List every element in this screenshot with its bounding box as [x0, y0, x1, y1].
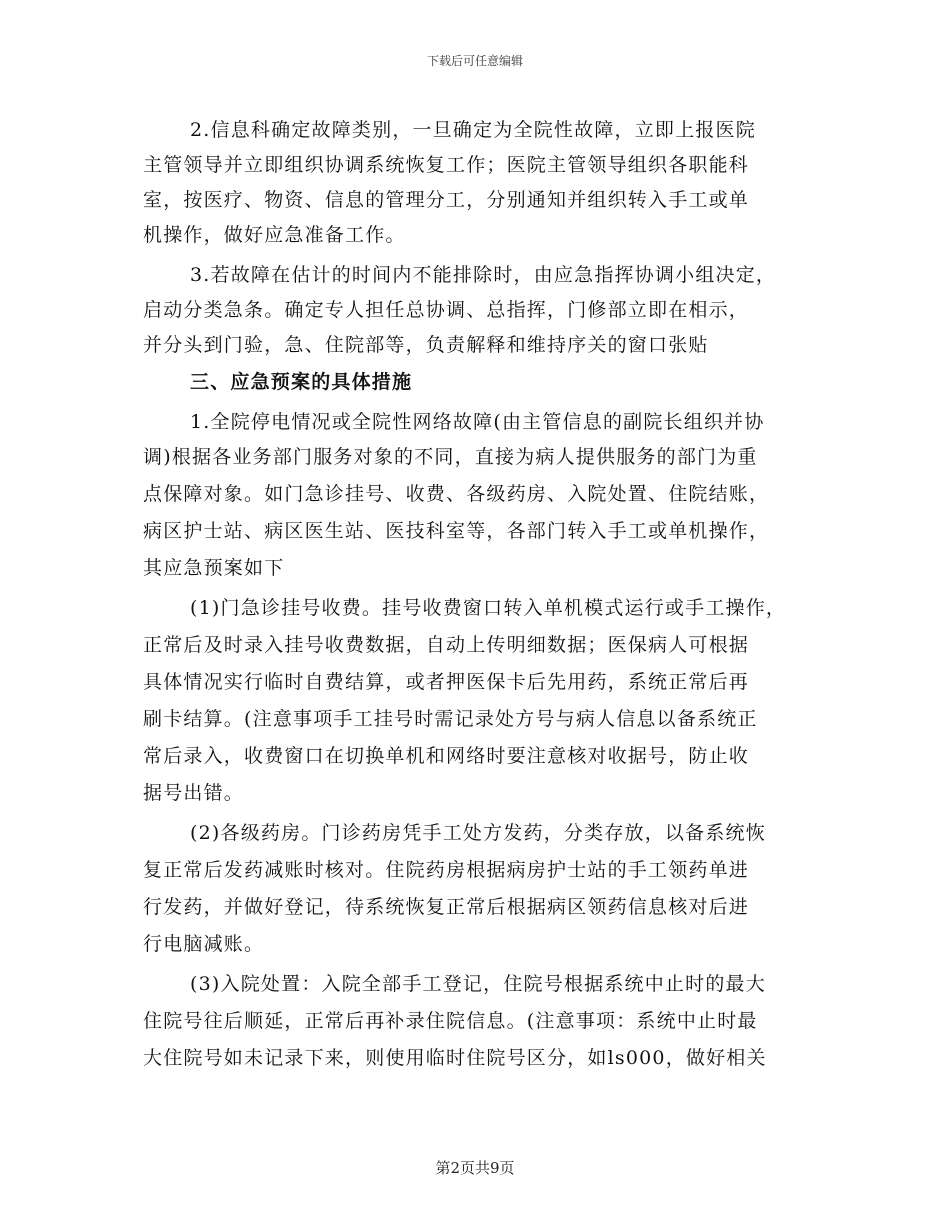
paragraph-line: 2.信息科确定故障类别，一旦确定为全院性故障，立即上报医院	[190, 119, 756, 141]
page-number: 第2页共9页	[435, 1159, 515, 1177]
paragraph-line: (2)各级药房。门诊药房凭手工处方发药，分类存放，以备系统恢	[190, 822, 766, 844]
paragraph-line: 正常后及时录入挂号收费数据，自动上传明细数据；医保病人可根据	[143, 634, 750, 656]
paragraph-line: (1)门急诊挂号收费。挂号收费窗口转入单机模式运行或手工操作，	[190, 597, 787, 619]
paragraph-line: 其应急预案如下	[143, 557, 285, 579]
paragraph-line: 具体情况实行临时自费结算，或者押医保卡后先用药，系统正常后再	[143, 671, 750, 693]
paragraph-line: 刷卡结算。(注意事项手工挂号时需记录处方号与病人信息以备系统正	[143, 708, 758, 730]
paragraph-line: 室，按医疗、物资、信息的管理分工，分别通知并组织转入手工或单	[143, 189, 750, 211]
paragraph-line: 复正常后发药减账时核对。住院药房根据病房护士站的手工领药单进	[143, 859, 750, 881]
paragraph-line: 1.全院停电情况或全院性网络故障(由主管信息的副院长组织并协	[190, 411, 765, 433]
paragraph-line: 行发药，并做好登记，待系统恢复正常后根据病区领药信息核对后进	[143, 896, 750, 918]
paragraph-line: 行电脑减账。	[143, 933, 265, 955]
paragraph-line: 主管领导并立即组织协调系统恢复工作；医院主管领导组织各职能科	[143, 154, 750, 176]
paragraph-line: 并分头到门验，急、住院部等，负责解释和维持序关的窗口张贴	[143, 334, 709, 356]
paragraph-line: 启动分类急条。确定专人担任总协调、总指挥，门修部立即在相示，	[143, 299, 750, 321]
paragraph-line: 调)根据各业务部门服务对象的不同，直接为病人提供服务的部门为重	[143, 446, 758, 468]
paragraph-line: 点保障对象。如门急诊挂号、收费、各级药房、入院处置、住院结账，	[143, 483, 770, 505]
section-heading: 三、应急预案的具体措施	[190, 371, 413, 393]
paragraph-line: 病区护士站、病区医生站、医技科室等，各部门转入手工或单机操作，	[143, 520, 770, 542]
paragraph-line: 住院号往后顺延，正常后再补录住院信息。(注意事项：系统中止时最	[143, 1010, 758, 1032]
paragraph-line: 常后录入，收费窗口在切换单机和网络时要注意核对收据号，防止收	[143, 745, 750, 767]
paragraph-line: 大住院号如未记录下来，则使用临时住院号区分，如ls000，做好相关	[143, 1047, 767, 1069]
page-header: 下载后可任意编辑	[426, 54, 523, 68]
paragraph-line: 3.若故障在估计的时间内不能排除时，由应急指挥协调小组决定，	[190, 264, 777, 286]
paragraph-line: 据号出错。	[143, 782, 245, 804]
paragraph-line: 机操作，做好应急准备工作。	[143, 224, 406, 246]
paragraph-line: (3)入院处置：入院全部手工登记，住院号根据系统中止时的最大	[190, 973, 766, 995]
